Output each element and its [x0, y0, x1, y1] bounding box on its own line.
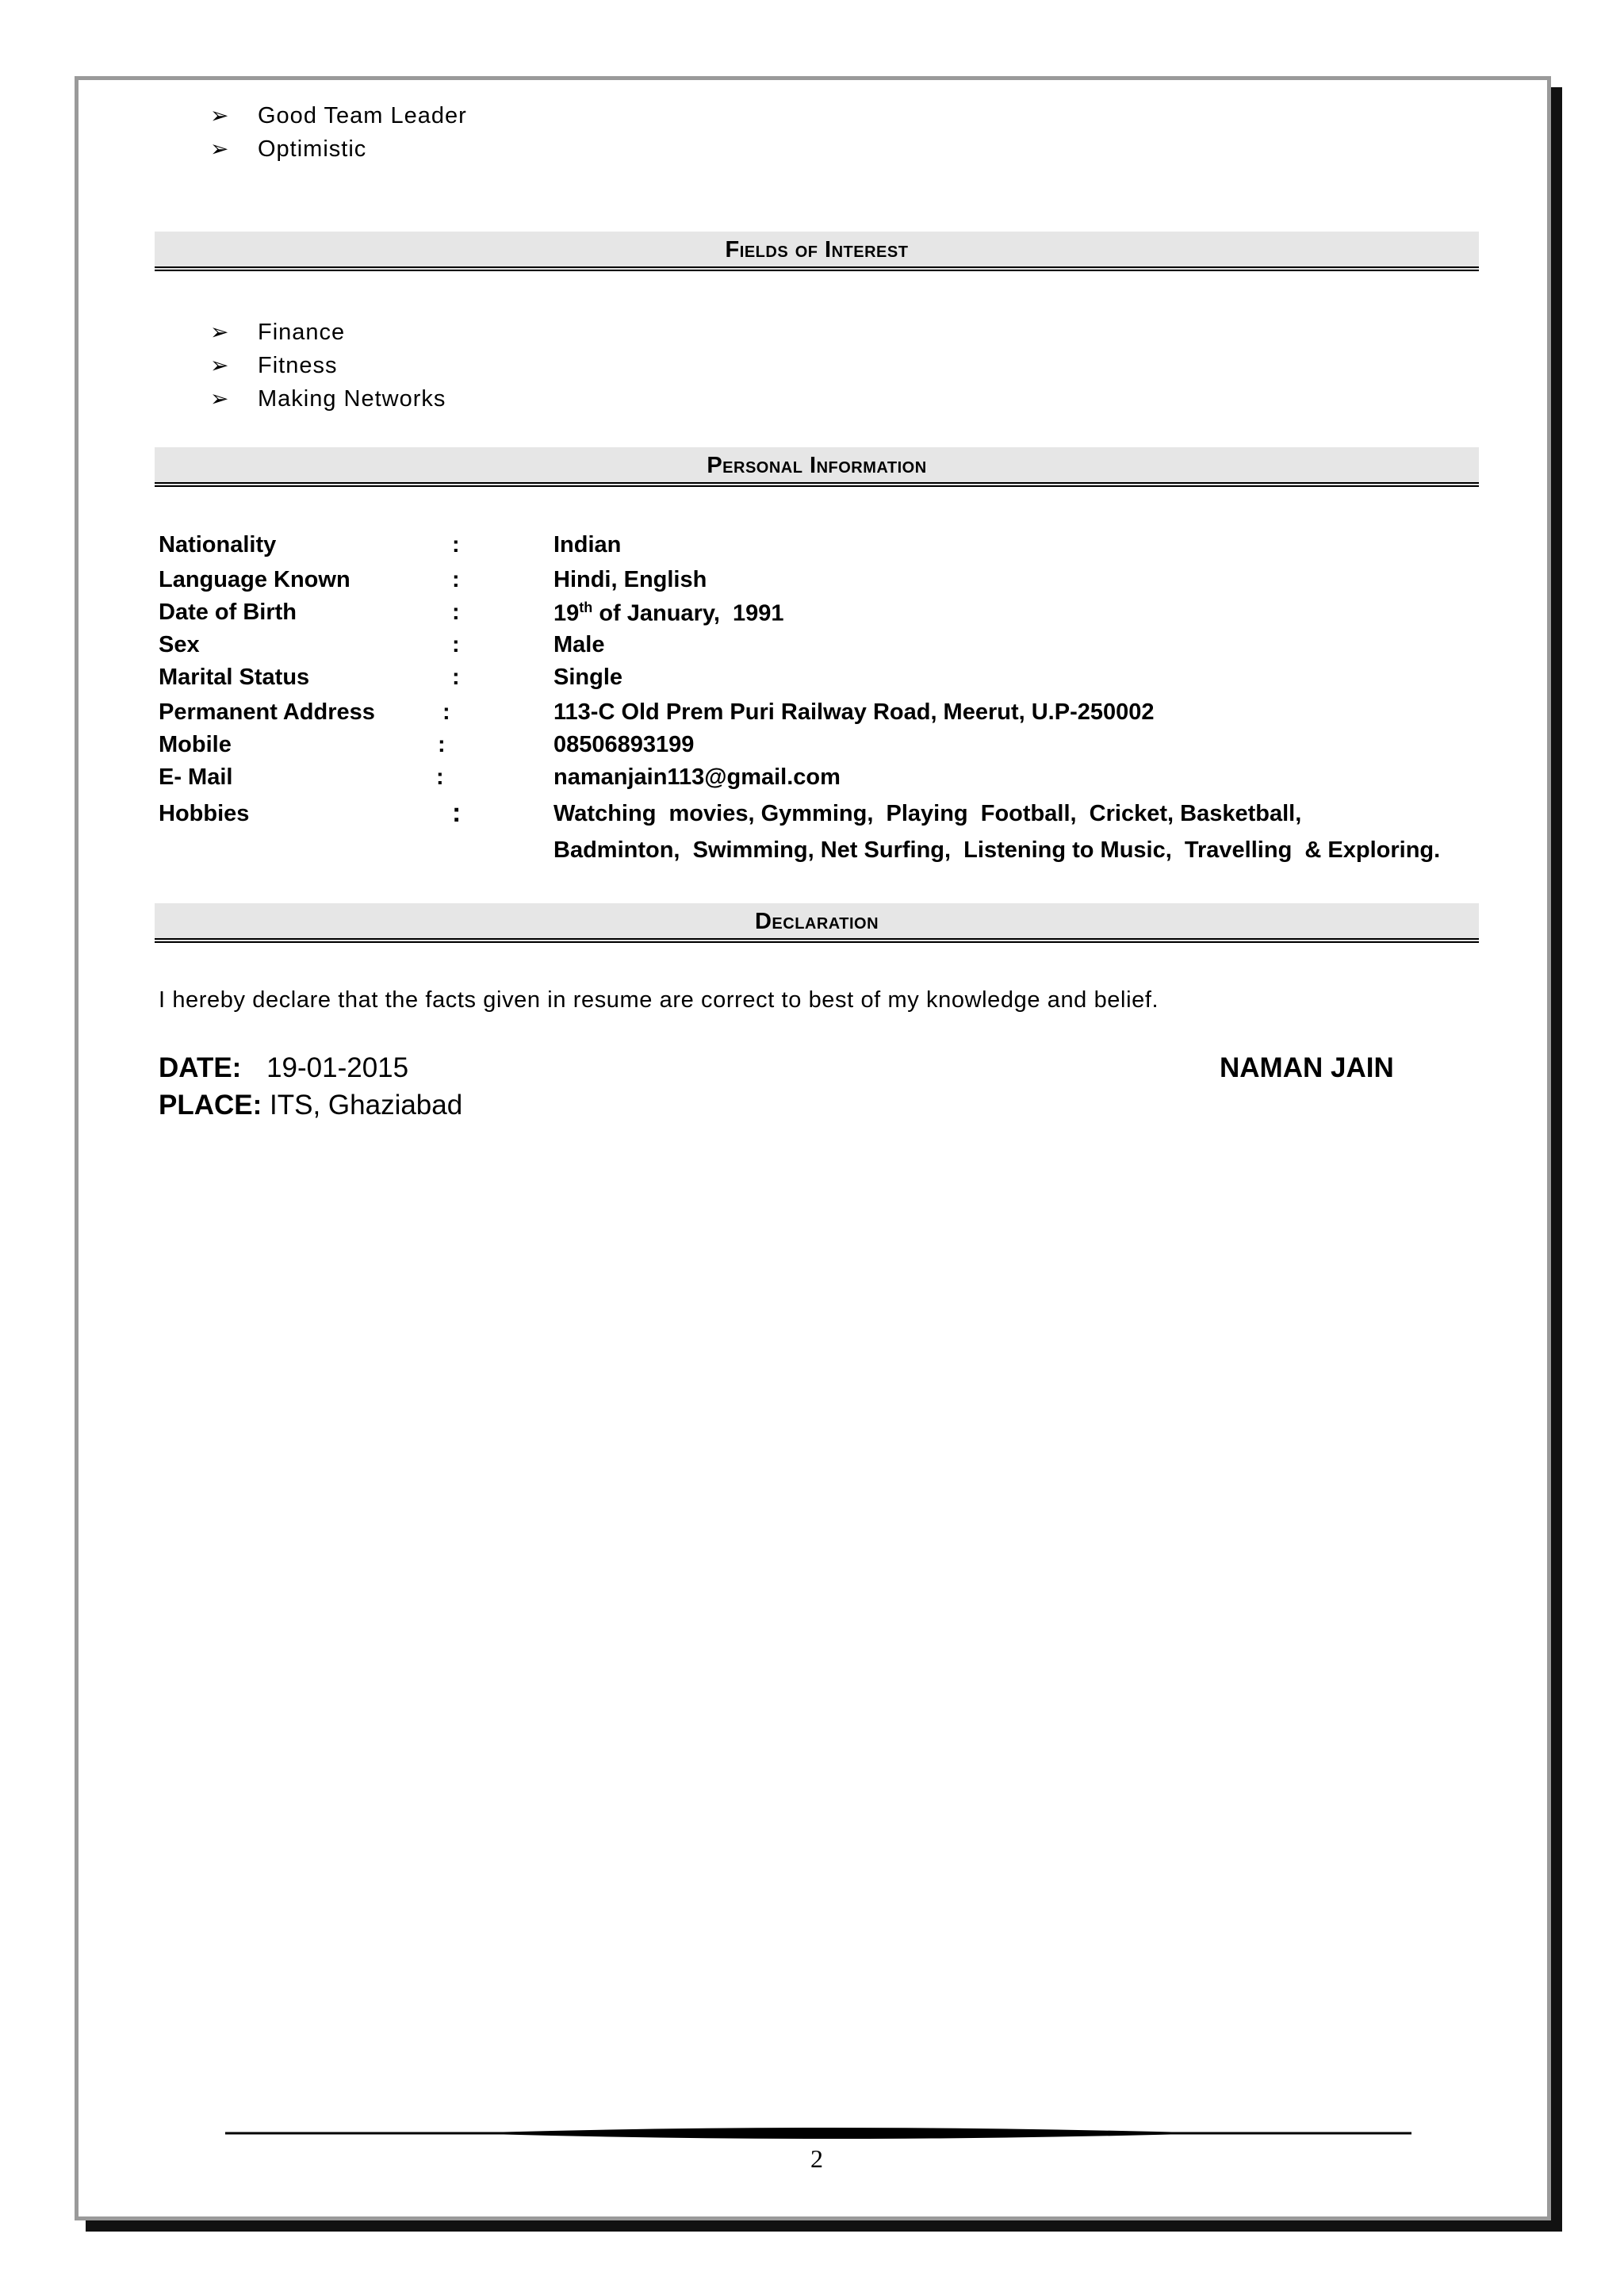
section-header-personal-information — [155, 447, 1479, 487]
strengths-list — [210, 99, 467, 166]
list-item: ➢ Making Networks — [210, 382, 446, 416]
list-item: ➢ Good Team Leader — [210, 99, 467, 132]
signature-name: NAMAN JAIN — [1220, 1052, 1394, 1083]
date-line — [159, 1052, 408, 1084]
place-value: ITS, Ghaziabad — [270, 1090, 463, 1121]
section-title: Personal Information — [707, 453, 927, 478]
section-header-declaration — [155, 903, 1479, 943]
arrowhead-bullet-icon: ➢ — [210, 320, 230, 344]
footer-divider — [225, 2121, 1411, 2146]
arrowhead-bullet-icon: ➢ — [210, 136, 230, 161]
list-item: ➢ Optimistic — [210, 132, 467, 166]
interests-list — [210, 316, 446, 416]
section-header-fields-of-interest — [155, 232, 1479, 271]
declaration-text: I hereby declare that the facts given in resume are correct to best of my knowledge and belief. — [159, 987, 1159, 1013]
list-item: ➢ Finance — [210, 316, 446, 349]
date-of-birth-value: 19th of January, 1991 — [553, 600, 784, 626]
date-value: 19-01-2015 — [266, 1052, 409, 1083]
section-title: Declaration — [754, 909, 879, 934]
list-item: ➢ Fitness — [210, 349, 446, 382]
arrowhead-bullet-icon: ➢ — [210, 386, 230, 411]
page-number: 2 — [810, 2144, 823, 2173]
arrowhead-bullet-icon: ➢ — [210, 103, 230, 128]
date-label: DATE: — [159, 1052, 242, 1083]
place-line — [159, 1090, 462, 1121]
arrowhead-bullet-icon: ➢ — [210, 353, 230, 377]
place-label: PLACE: — [159, 1090, 262, 1121]
section-title: Fields of Interest — [725, 237, 909, 262]
